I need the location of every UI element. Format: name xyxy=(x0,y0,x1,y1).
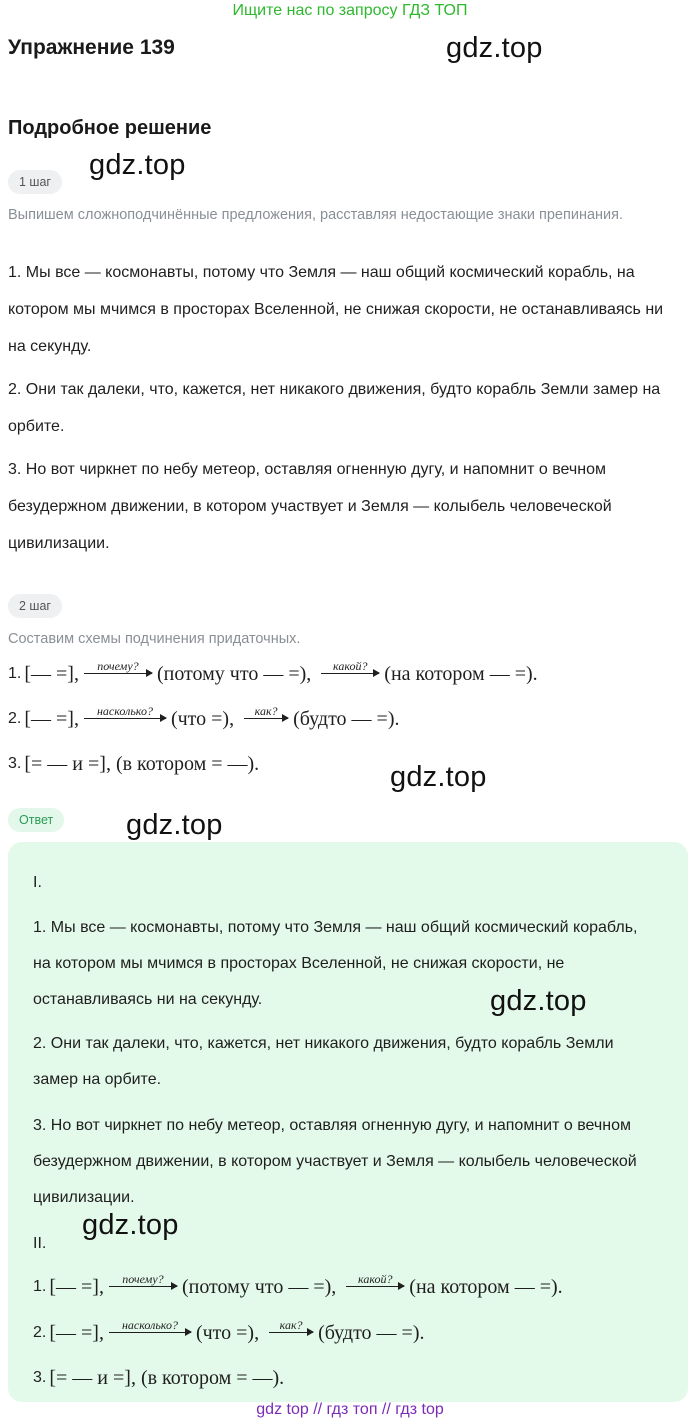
subordinate-clause: (что =) xyxy=(195,1321,255,1344)
watermark: gdz.top xyxy=(390,761,487,793)
step-badge: 2 шаг xyxy=(8,594,62,618)
subordinate-clause: (на котором — =) xyxy=(384,662,533,685)
scheme-number: 2. xyxy=(33,1324,47,1341)
arrow xyxy=(321,660,379,674)
sentence-1: 1. Мы все — космонавты, потому что Земля — наш общий космический корабль, на котором мы мчимся в просторах Вселенной, не снижая скорости, не останавливаясь ни на секунду. xyxy=(8,264,664,355)
scheme-number: 1. xyxy=(33,1278,47,1295)
watermark: gdz.top xyxy=(126,809,223,841)
scheme-number: 1. xyxy=(8,665,22,682)
question-label: почему? xyxy=(122,1272,164,1286)
subordinate-clause: (в котором = —) xyxy=(115,752,255,775)
subordinate-clause: (что =) xyxy=(170,707,230,730)
answer-scheme-1: 1. [— =] , почему? (потому что — =) , какой? (на котором — =) . xyxy=(33,1272,563,1298)
section-title: Подробное решение xyxy=(8,117,212,139)
main-clause: [— =] xyxy=(49,1321,99,1344)
main-clause: [= — и =] xyxy=(49,1366,131,1389)
answer-sentence-2: 2. Они так далеки, что, кажется, нет никакого движения, будто корабль Земли замер на орбите. xyxy=(33,1035,614,1088)
search-banner[interactable]: Ищите нас по запросу ГДЗ ТОП xyxy=(232,2,468,19)
arrow xyxy=(109,1273,177,1287)
scheme-number: 3. xyxy=(8,755,22,772)
answer-sentence-3: 3. Но вот чиркнет по небу метеор, оставляя огненную дугу, и напомнит о вечном безудержном движении, в котором участвует и Земля — колыбель человеческой цивилизации. xyxy=(33,1117,637,1206)
scheme-number: 3. xyxy=(33,1369,47,1386)
question-label: почему? xyxy=(97,659,139,673)
footer-links[interactable]: gdz top // гдз топ // гдз top xyxy=(256,1401,444,1418)
subordinate-clause: (потому что — =) xyxy=(181,1275,332,1298)
watermark: gdz.top xyxy=(89,149,186,181)
answer-part-2: II. xyxy=(33,1235,47,1252)
subordinate-clause: (будто — =) xyxy=(318,1321,420,1344)
sentence-3: 3. Но вот чиркнет по небу метеор, оставляя огненную дугу, и напомнит о вечном безудержном движении, в котором участвует и Земля — колыбель человеческой цивилизации. xyxy=(8,461,612,552)
main-clause: [— =] xyxy=(24,707,74,730)
page-title: Упражнение 139 xyxy=(8,36,175,59)
step-hint: Составим схемы подчинения придаточных. xyxy=(8,631,301,647)
answer-badge: Ответ xyxy=(8,808,64,832)
arrow xyxy=(84,660,152,674)
main-clause: [= — и =] xyxy=(24,752,106,775)
step-hint: Выпишем сложноподчинённые предложения, расставляя недостающие знаки препинания. xyxy=(8,207,624,223)
subordinate-clause: (потому что — =) xyxy=(156,662,307,685)
arrow xyxy=(244,705,288,719)
subordinate-clause: (в котором = —) xyxy=(140,1366,280,1389)
answer-scheme-3: 3. [= — и =] , (в котором = —) . xyxy=(33,1366,285,1389)
subordinate-clause: (будто — =) xyxy=(293,707,395,730)
scheme-2: 2. [— =] , насколько? (что =) , как? (будто — =) . xyxy=(8,704,400,730)
scheme-number: 2. xyxy=(8,710,22,727)
scheme-3: 3. [= — и =] , (в котором = —) . xyxy=(8,752,260,775)
question-label: насколько? xyxy=(96,704,153,718)
question-label: как? xyxy=(254,704,278,718)
scheme-1: 1. [— =] , почему? (потому что — =) , какой? (на котором — =) . xyxy=(8,659,538,685)
watermark: gdz.top xyxy=(490,985,587,1017)
arrow xyxy=(269,1319,313,1333)
answer-part-1: I. xyxy=(33,874,42,891)
step-badge: 1 шаг xyxy=(8,170,62,194)
arrow xyxy=(346,1273,404,1287)
watermark: gdz.top xyxy=(82,1209,179,1241)
sentence-2: 2. Они так далеки, что, кажется, нет никакого движения, будто корабль Земли замер на орбите. xyxy=(8,381,661,435)
main-clause: [— =] xyxy=(49,1275,99,1298)
main-clause: [— =] xyxy=(24,662,74,685)
arrow xyxy=(109,1319,191,1333)
question-label: насколько? xyxy=(121,1318,178,1332)
question-label: какой? xyxy=(333,659,368,673)
arrow xyxy=(84,705,166,719)
answer-sentence-1: 1. Мы все — космонавты, потому что Земля — наш общий космический корабль, на котором мы мчимся в просторах Вселенной, не снижая скорости, не останавливаясь ни на секунду. xyxy=(33,919,638,1008)
question-label: как? xyxy=(279,1318,303,1332)
subordinate-clause: (на котором — =) xyxy=(409,1275,558,1298)
question-label: какой? xyxy=(358,1272,393,1286)
answer-scheme-2: 2. [— =] , насколько? (что =) , как? (будто — =) . xyxy=(33,1318,425,1344)
watermark: gdz.top xyxy=(446,32,543,64)
